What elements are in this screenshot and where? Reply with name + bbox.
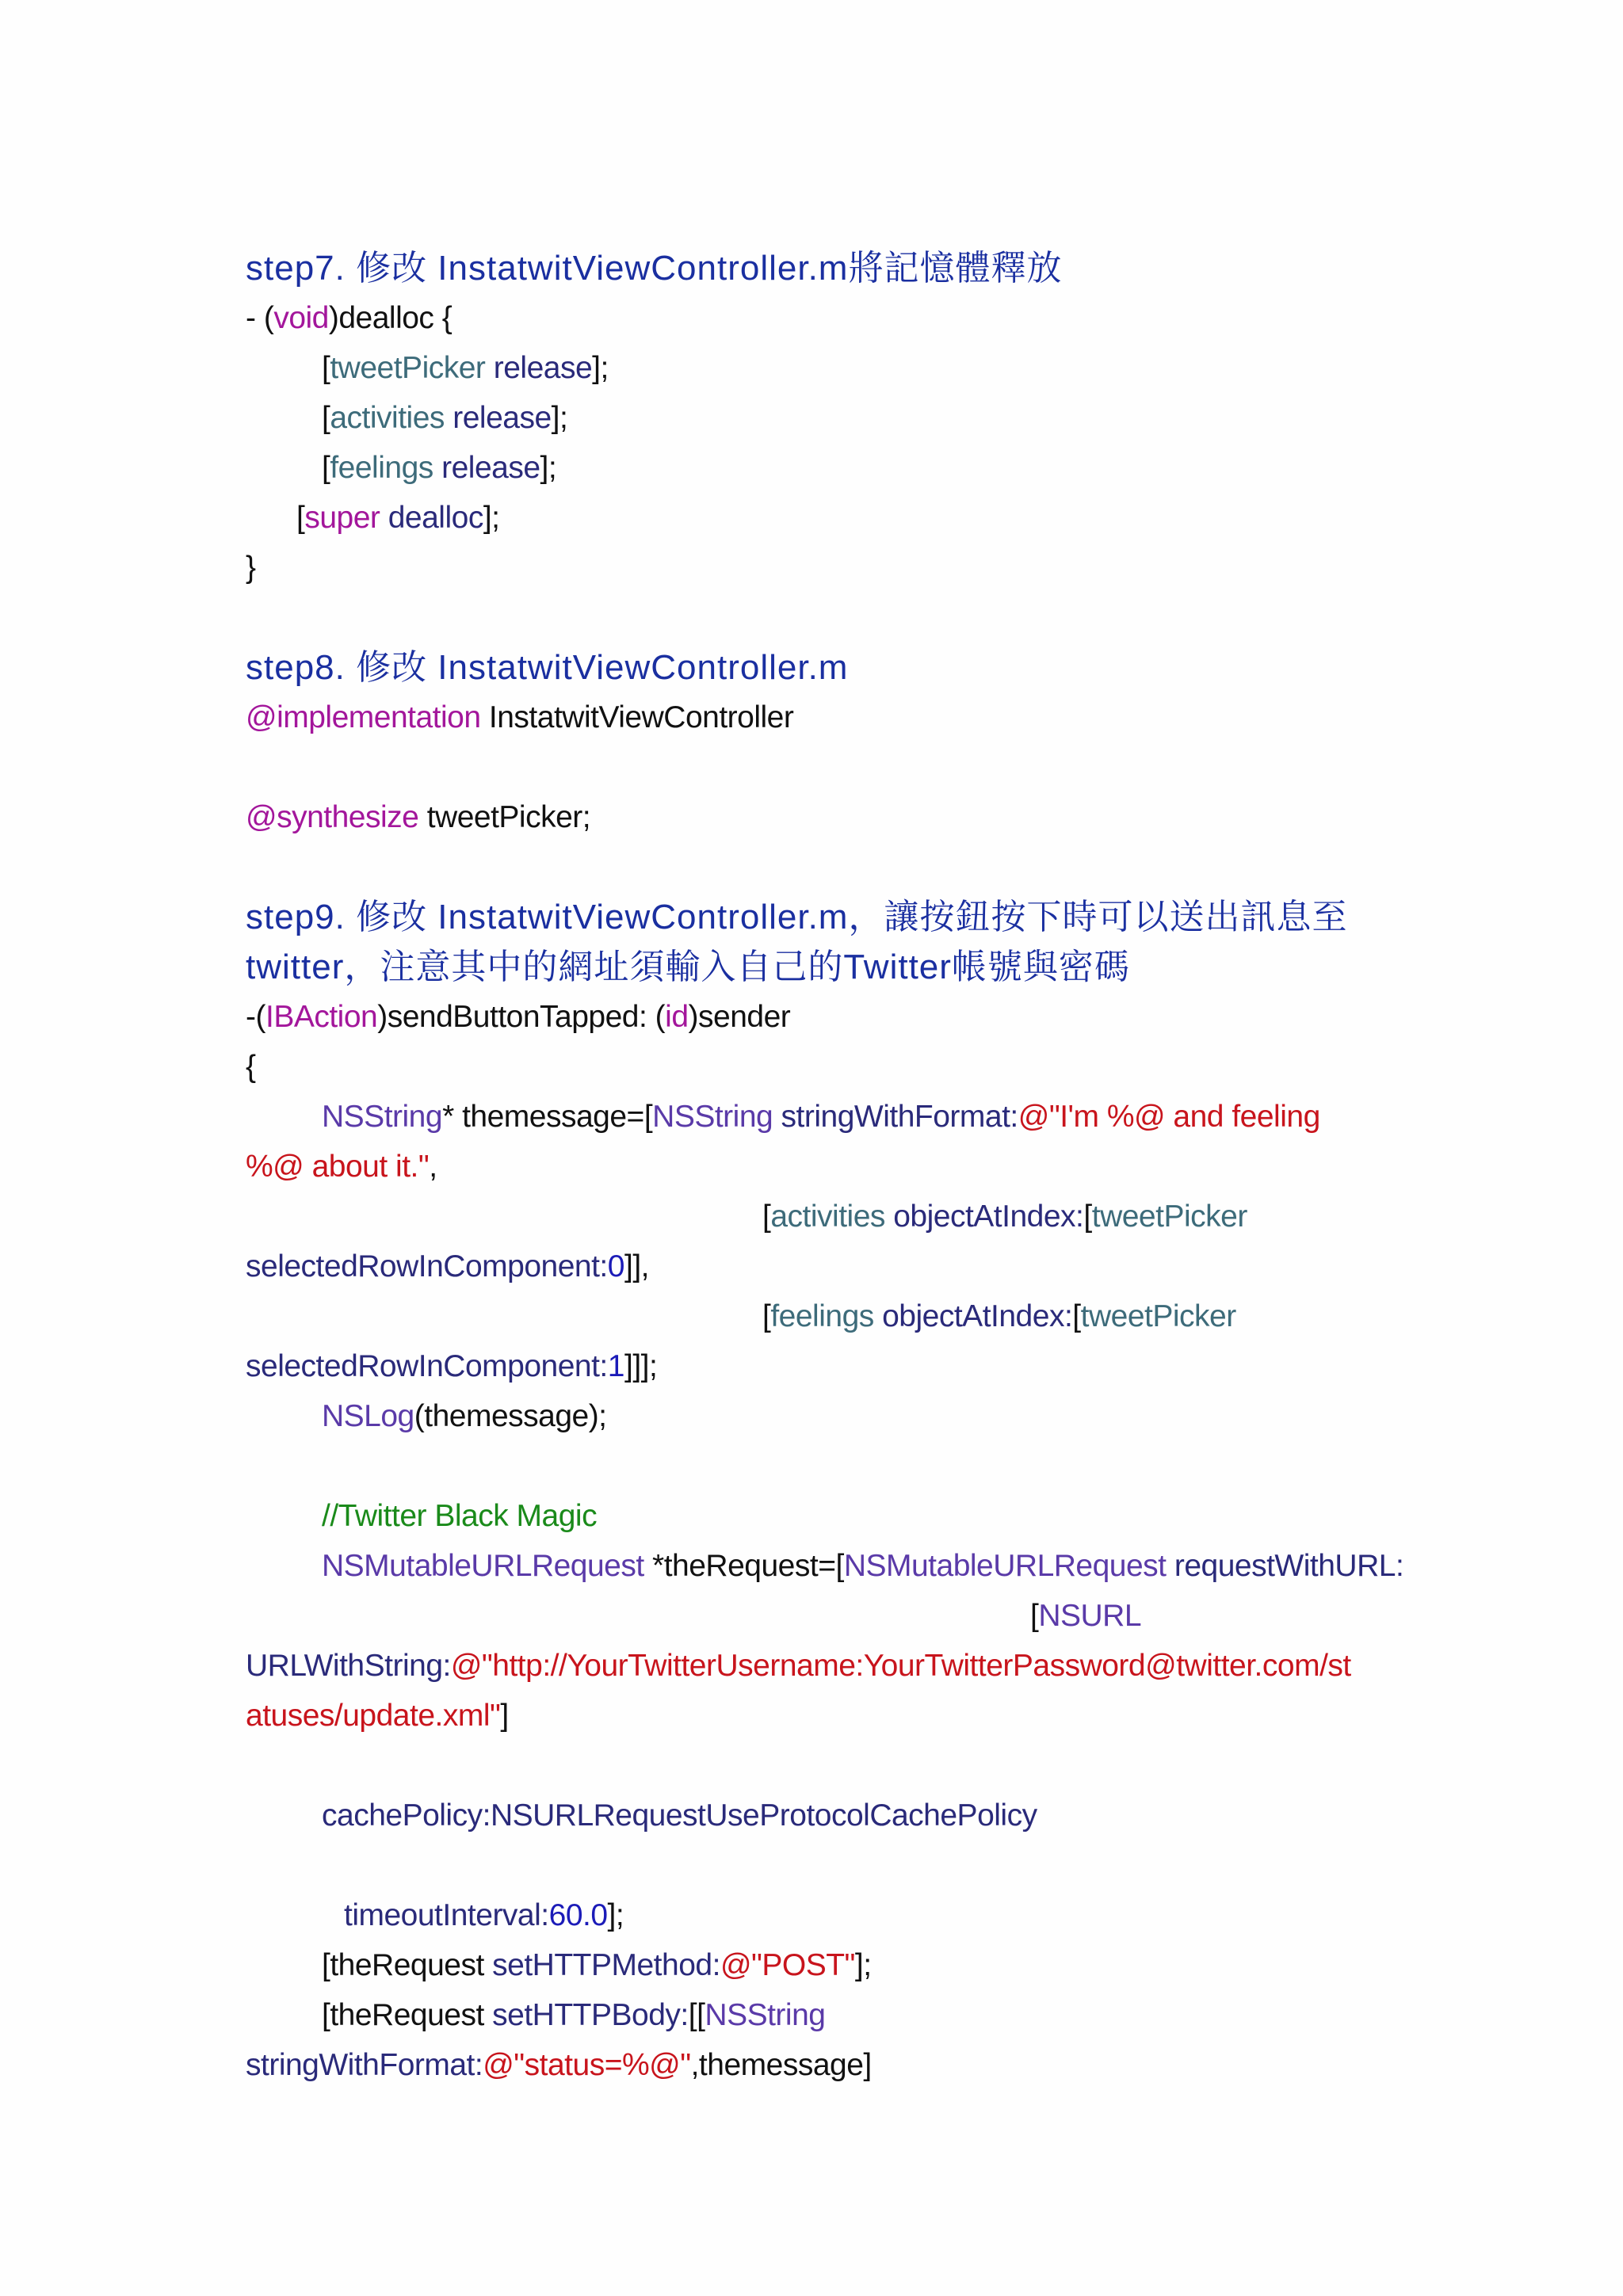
string-token: @"http://YourTwitterUsername:YourTwitterPassword@twitter.com/st: [450, 1649, 1351, 1683]
code-token: tweetPicker;: [418, 800, 591, 834]
keyword-ibaction: IBAction: [265, 1000, 378, 1034]
keyword-implementation: @implementation: [246, 700, 481, 734]
method-token: objectAtIndex:: [884, 1199, 1084, 1234]
method-token: stringWithFormat:: [246, 2048, 483, 2082]
method-token: release: [444, 401, 552, 435]
code-token: [theRequest: [322, 1998, 493, 2032]
class-token: NSURL: [1038, 1599, 1142, 1633]
method-token: selectedRowInComponent:: [246, 1349, 608, 1383]
code-token: (themessage);: [414, 1399, 607, 1433]
method-token: cachePolicy:: [322, 1798, 491, 1833]
method-token: URLWithString:: [246, 1649, 451, 1683]
step9-heading-line2: [246, 943, 1130, 992]
code-token: ]],: [624, 1249, 649, 1283]
code-token: [: [322, 401, 330, 435]
open-brace: [246, 1043, 256, 1092]
code-token: *theRequest=[: [643, 1549, 844, 1583]
code-token: ,: [429, 1150, 437, 1184]
method-token: setHTTPMethod:: [492, 1948, 720, 1982]
class-token: NSString: [652, 1100, 773, 1134]
code-token: [: [322, 351, 330, 385]
step9-heading-text-2: twitter，注意其中的網址須輸入自己的Twitter帳號與密碼: [246, 948, 1130, 986]
url-continuation: [246, 1691, 509, 1741]
code-token: ];: [592, 351, 609, 385]
code-token: [: [1083, 1199, 1092, 1234]
keyword-id: id: [665, 1000, 689, 1034]
code-token: ]: [500, 1699, 509, 1733]
method-token: stringWithFormat:: [773, 1100, 1018, 1134]
code-token: [: [762, 1299, 771, 1333]
code-token: [: [1030, 1599, 1039, 1633]
request-line: [322, 1542, 1403, 1591]
code-token: ]]];: [624, 1349, 658, 1383]
step7-heading: [246, 244, 1062, 293]
ivar-token: tweetPicker: [1080, 1299, 1236, 1333]
sendbutton-signature: [246, 993, 790, 1042]
ivar-token: activities: [770, 1199, 885, 1234]
sethttpbody-line: [322, 1991, 825, 2040]
code-token: -(: [246, 1000, 265, 1034]
implementation-line: [246, 693, 793, 742]
step7-heading-text: step7. 修改 InstatwitViewController.m將記憶體釋放: [246, 249, 1063, 288]
code-token: InstatwitViewController: [480, 700, 794, 734]
string-token: @"I'm %@ and feeling: [1018, 1100, 1320, 1134]
class-token: NSString: [322, 1100, 443, 1134]
string-token: %@ about it.": [246, 1150, 430, 1184]
ivar-token: tweetPicker: [1091, 1199, 1247, 1234]
timeout-line: [344, 1891, 624, 1940]
feelings-arg-continuation: [246, 1342, 657, 1391]
feelings-arg-line: [762, 1292, 1236, 1341]
constant-token: NSURLRequestUseProtocolCachePolicy: [490, 1798, 1037, 1833]
sethttpmethod-line: [322, 1941, 872, 1990]
method-token: requestWithURL:: [1166, 1549, 1404, 1583]
method-token: release: [433, 451, 540, 485]
code-token: ];: [540, 451, 557, 485]
code-token: [: [296, 501, 305, 535]
function-token: NSLog: [322, 1399, 414, 1433]
ivar-token: activities: [330, 401, 445, 435]
nsurl-line: [1030, 1592, 1141, 1641]
code-token: {: [246, 1050, 256, 1084]
release-feelings-line: [322, 444, 556, 493]
string-token: atuses/update.xml": [246, 1699, 501, 1733]
number-token: 1: [607, 1349, 624, 1383]
class-token: NSMutableURLRequest: [322, 1549, 644, 1583]
themessage-line: [322, 1093, 1320, 1142]
code-token: ];: [607, 1898, 624, 1932]
sethttpbody-continuation: [246, 2041, 872, 2090]
code-token: [: [1072, 1299, 1081, 1333]
super-dealloc-line: [296, 494, 500, 543]
code-token: ];: [483, 501, 500, 535]
ivar-token: feelings: [770, 1299, 874, 1333]
code-token: )sendButtonTapped: (: [377, 1000, 666, 1034]
class-token: NSMutableURLRequest: [843, 1549, 1167, 1583]
code-token: ,themessage]: [690, 2048, 872, 2082]
code-token: * themessage=[: [442, 1100, 653, 1134]
method-token: selectedRowInComponent:: [246, 1249, 608, 1283]
string-token: @"status=%@": [483, 2048, 691, 2082]
code-token: ];: [854, 1948, 872, 1982]
method-token: setHTTPBody:: [492, 1998, 689, 2032]
class-token: NSString: [705, 1998, 826, 2032]
release-activities-line: [322, 394, 567, 443]
keyword-super: super: [304, 501, 380, 535]
cachepolicy-line: [322, 1791, 1037, 1840]
code-token: [: [762, 1199, 771, 1234]
method-token: objectAtIndex:: [873, 1299, 1073, 1333]
string-token: @"POST": [720, 1948, 855, 1982]
comment-token: //Twitter Black Magic: [322, 1499, 598, 1533]
code-token: [: [322, 451, 330, 485]
activities-arg-continuation: [246, 1242, 649, 1291]
code-token: ];: [551, 401, 568, 435]
ivar-token: feelings: [330, 451, 433, 485]
code-token: - (: [246, 301, 274, 335]
dealloc-signature: [246, 294, 452, 343]
method-token: dealloc: [380, 501, 483, 535]
code-token: [[: [688, 1998, 705, 2032]
step8-heading: [246, 643, 848, 692]
code-token: [theRequest: [322, 1948, 493, 1982]
activities-arg-line: [762, 1192, 1247, 1241]
closing-brace: [246, 543, 256, 593]
code-token: }: [246, 551, 256, 585]
number-token: 60.0: [548, 1898, 608, 1932]
comment-line: [322, 1492, 597, 1541]
release-tweetpicker-line: [322, 344, 609, 393]
number-token: 0: [607, 1249, 624, 1283]
step8-heading-text: step8. 修改 InstatwitViewController.m: [246, 648, 849, 687]
step9-heading-text-1: step9. 修改 InstatwitViewController.m，讓按鈕按下時可以送出訊息至: [246, 898, 1348, 936]
synthesize-line: [246, 793, 590, 842]
code-token: )dealloc {: [328, 301, 453, 335]
url-line: [246, 1642, 1351, 1691]
ivar-token: tweetPicker: [330, 351, 486, 385]
step9-heading-line1: [246, 893, 1347, 942]
keyword-synthesize: @synthesize: [246, 800, 419, 834]
method-token: timeoutInterval:: [344, 1898, 549, 1932]
nslog-line: [322, 1392, 607, 1441]
method-token: release: [485, 351, 593, 385]
code-token: )sender: [688, 1000, 791, 1034]
keyword-void: void: [273, 301, 329, 335]
themessage-continuation: [246, 1142, 437, 1192]
